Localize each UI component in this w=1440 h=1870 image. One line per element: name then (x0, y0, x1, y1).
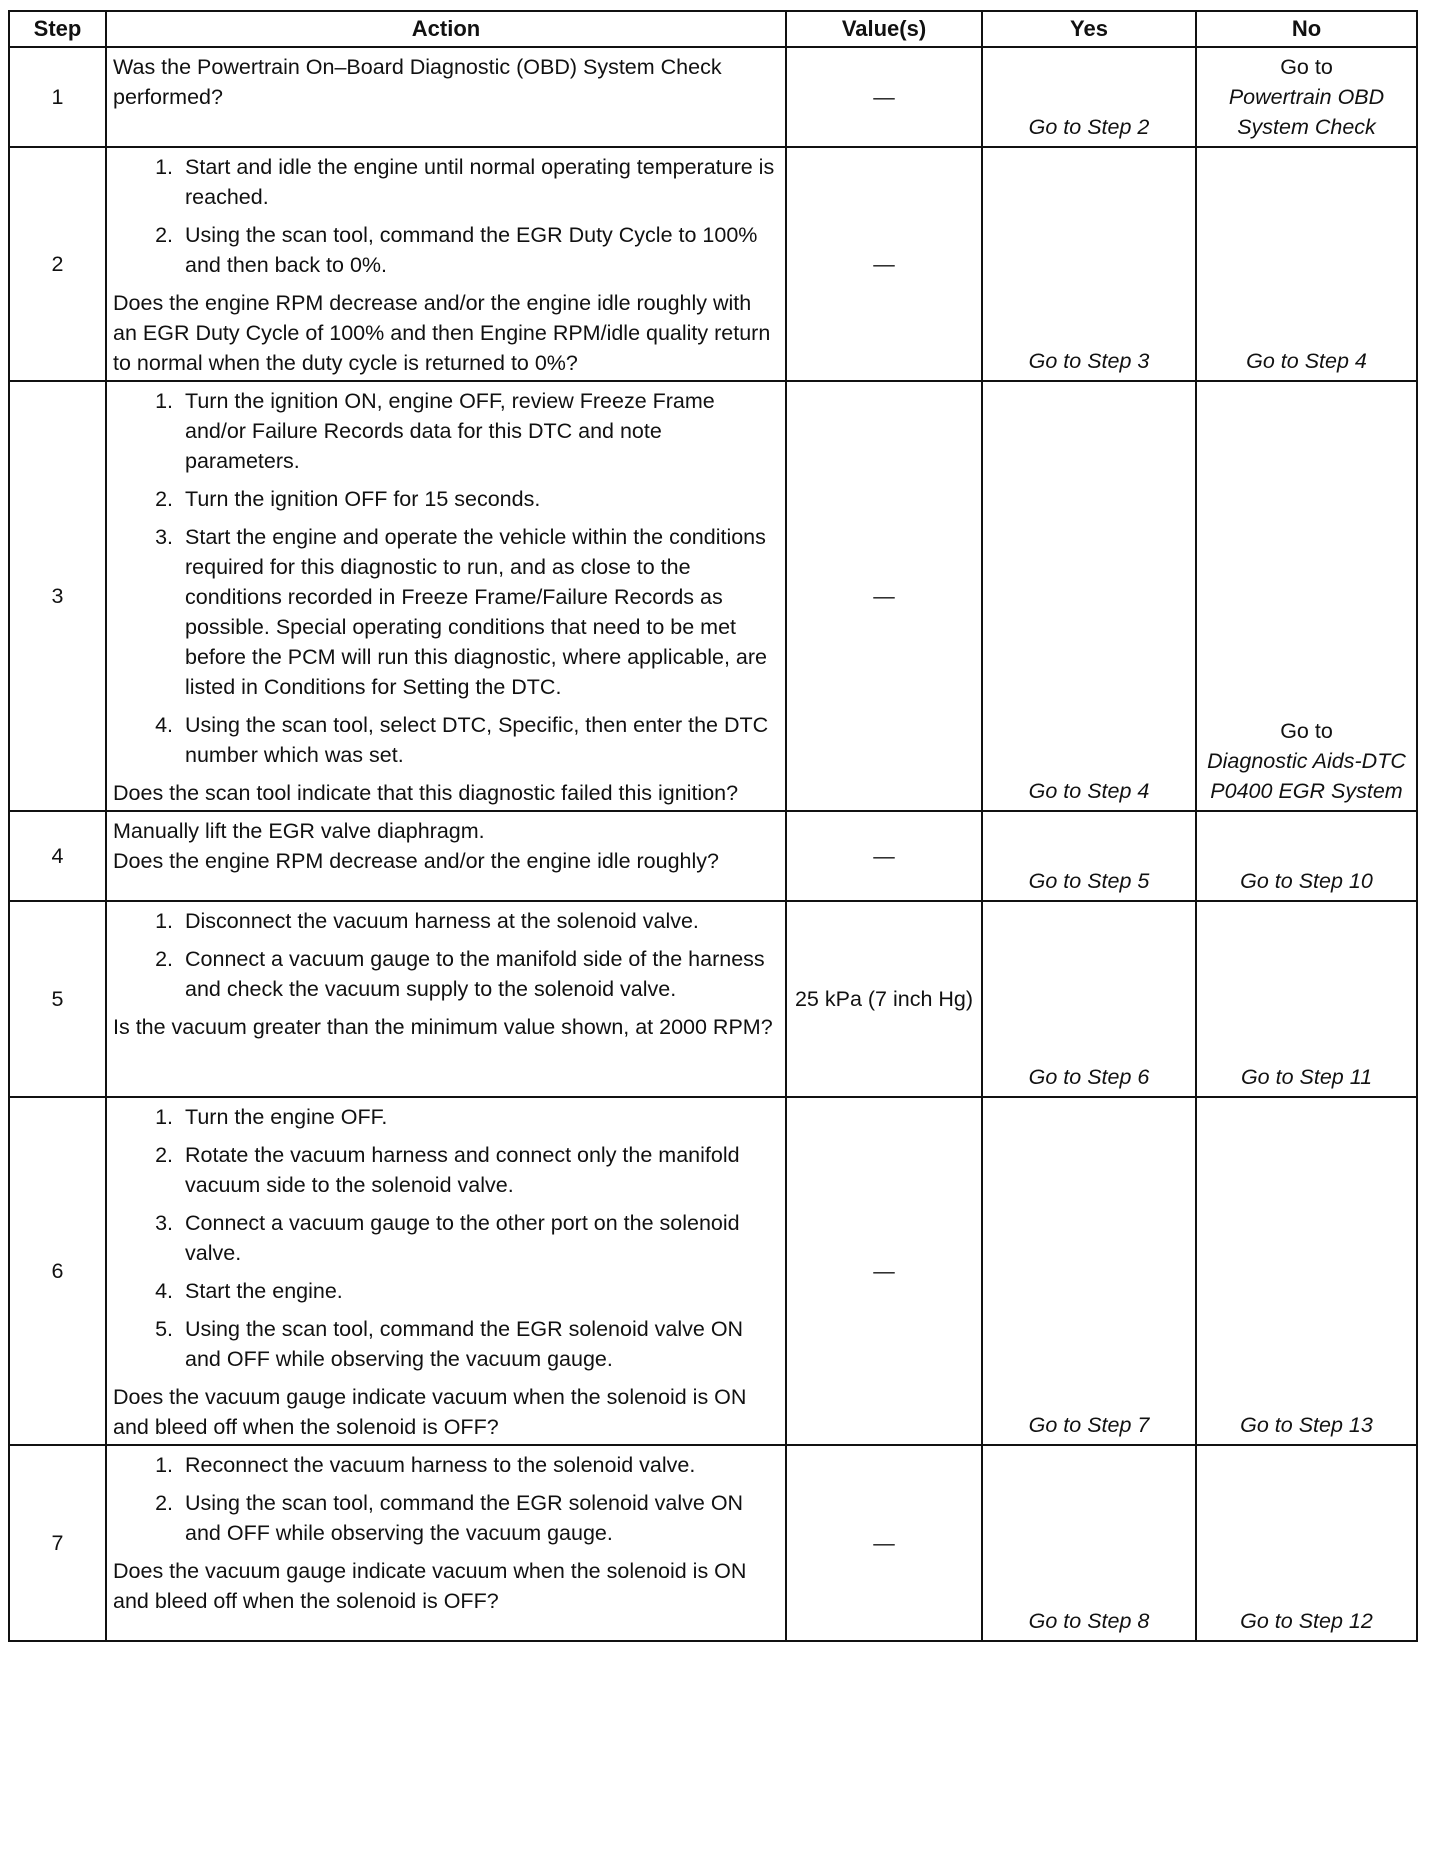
no-goto-prefix: Go to (1280, 719, 1333, 743)
no-goto: Powertrain OBD System Check (1228, 85, 1385, 139)
header-no: No (1196, 11, 1417, 47)
action-step-item: 4. Using the scan tool, select DTC, Specific, then enter the DTC number which was set. (179, 710, 779, 770)
action-lead: Was the Powertrain On–Board Diagnostic (OBD) System Check performed? (113, 55, 722, 109)
table-row (9, 1445, 1417, 1641)
no-goto: Go to Step 13 (1240, 1413, 1373, 1437)
no-goto: Go to Step 4 (1246, 349, 1367, 373)
step-number: 7 (9, 1445, 106, 1641)
action-cell (106, 1097, 786, 1445)
action-question: Does the scan tool indicate that this diagnostic failed this ignition? (113, 781, 739, 805)
action-step-item: 4. Start the engine. (179, 1276, 779, 1306)
action-steps (113, 906, 779, 1004)
value-cell: 25 kPa (7 inch Hg) (786, 901, 982, 1097)
action-cell (106, 901, 786, 1097)
value-cell: — (786, 47, 982, 147)
table-row (9, 147, 1417, 381)
value-cell: — (786, 147, 982, 381)
value-cell: — (786, 1445, 982, 1641)
action-question: Does the engine RPM decrease and/or the engine idle roughly? (113, 849, 719, 873)
table-row (9, 381, 1417, 811)
no-cell (1196, 811, 1417, 901)
step-number: 2 (9, 147, 106, 381)
action-question: Does the vacuum gauge indicate vacuum when the solenoid is ON and bleed off when the solenoid is OFF? (113, 1385, 747, 1439)
no-cell (1196, 901, 1417, 1097)
table-row (9, 47, 1417, 147)
step-number: 4 (9, 811, 106, 901)
header-action: Action (106, 11, 786, 47)
action-step-item: 1. Turn the ignition ON, engine OFF, review Freeze Frame and/or Failure Records data for this DTC and note parameters. (179, 386, 779, 476)
step-number: 6 (9, 1097, 106, 1445)
no-cell (1196, 147, 1417, 381)
action-question: Does the vacuum gauge indicate vacuum when the solenoid is ON and bleed off when the solenoid is OFF? (113, 1559, 747, 1613)
no-goto: Go to Step 11 (1240, 1065, 1373, 1089)
action-step-item: 1. Disconnect the vacuum harness at the solenoid valve. (179, 906, 779, 936)
table-row (9, 1097, 1417, 1445)
yes-goto: Go to Step 6 (982, 901, 1196, 1097)
action-step-item: 1. Start and idle the engine until normal operating temperature is reached. (179, 152, 779, 212)
header-row (9, 11, 1417, 47)
value-cell: — (786, 811, 982, 901)
no-goto: Go to Step 10 (1240, 869, 1373, 893)
action-steps (113, 1450, 779, 1548)
action-steps (113, 386, 779, 770)
action-step-item: 2. Rotate the vacuum harness and connect only the manifold vacuum side to the solenoid valve. (179, 1140, 779, 1200)
action-step-item: 3. Connect a vacuum gauge to the other port on the solenoid valve. (179, 1208, 779, 1268)
action-cell (106, 811, 786, 901)
no-goto: Go to Step 12 (1240, 1609, 1373, 1633)
header-values: Value(s) (786, 11, 982, 47)
yes-goto: Go to Step 5 (982, 811, 1196, 901)
diagnostic-table (8, 10, 1418, 1642)
diagnostic-table-page (8, 10, 1416, 1642)
action-step-item: 2. Turn the ignition OFF for 15 seconds. (179, 484, 779, 514)
yes-goto: Go to Step 3 (982, 147, 1196, 381)
table-body (9, 47, 1417, 1641)
action-steps (113, 152, 779, 280)
action-steps (113, 1102, 779, 1374)
yes-goto: Go to Step 4 (982, 381, 1196, 811)
no-cell (1196, 381, 1417, 811)
step-number: 3 (9, 381, 106, 811)
yes-goto: Go to Step 8 (982, 1445, 1196, 1641)
action-cell (106, 47, 786, 147)
action-step-item: 1. Turn the engine OFF. (179, 1102, 779, 1132)
yes-goto: Go to Step 7 (982, 1097, 1196, 1445)
no-goto-prefix: Go to (1280, 55, 1333, 79)
action-step-item: 2. Connect a vacuum gauge to the manifold side of the harness and check the vacuum supply to the solenoid valve. (179, 944, 779, 1004)
action-step-item: 5. Using the scan tool, command the EGR solenoid valve ON and OFF while observing the vacuum gauge. (179, 1314, 779, 1374)
action-cell (106, 147, 786, 381)
step-number: 5 (9, 901, 106, 1097)
action-question: Does the engine RPM decrease and/or the engine idle roughly with an EGR Duty Cycle of 100% and then Engine RPM/idle quality return to normal when the duty cycle is returned to 0%? (113, 291, 771, 375)
header-yes: Yes (982, 11, 1196, 47)
value-cell: — (786, 381, 982, 811)
no-cell (1196, 1445, 1417, 1641)
action-step-item: 3. Start the engine and operate the vehicle within the conditions required for this diagnostic to run, and as close to the conditions recorded in Freeze Frame/Failure Records as possible. Special operating conditions that need to be met before the PCM will run this diagnostic, where applicable, are listed in Conditions for Setting the DTC. (179, 522, 779, 702)
no-cell (1196, 1097, 1417, 1445)
no-goto: Diagnostic Aids-DTC P0400 EGR System (1207, 749, 1406, 803)
yes-goto: Go to Step 2 (982, 47, 1196, 147)
action-step-item: 2. Using the scan tool, command the EGR solenoid valve ON and OFF while observing the vacuum gauge. (179, 1488, 779, 1548)
action-question: Is the vacuum greater than the minimum value shown, at 2000 RPM? (113, 1015, 773, 1039)
table-row (9, 901, 1417, 1097)
action-step-item: 1. Reconnect the vacuum harness to the solenoid valve. (179, 1450, 779, 1480)
value-cell: — (786, 1097, 982, 1445)
no-cell (1196, 47, 1417, 147)
action-lead: Manually lift the EGR valve diaphragm. (113, 819, 485, 843)
action-step-item: 2. Using the scan tool, command the EGR Duty Cycle to 100% and then back to 0%. (179, 220, 779, 280)
step-number: 1 (9, 47, 106, 147)
action-cell (106, 381, 786, 811)
header-step: Step (9, 11, 106, 47)
table-row (9, 811, 1417, 901)
action-cell (106, 1445, 786, 1641)
